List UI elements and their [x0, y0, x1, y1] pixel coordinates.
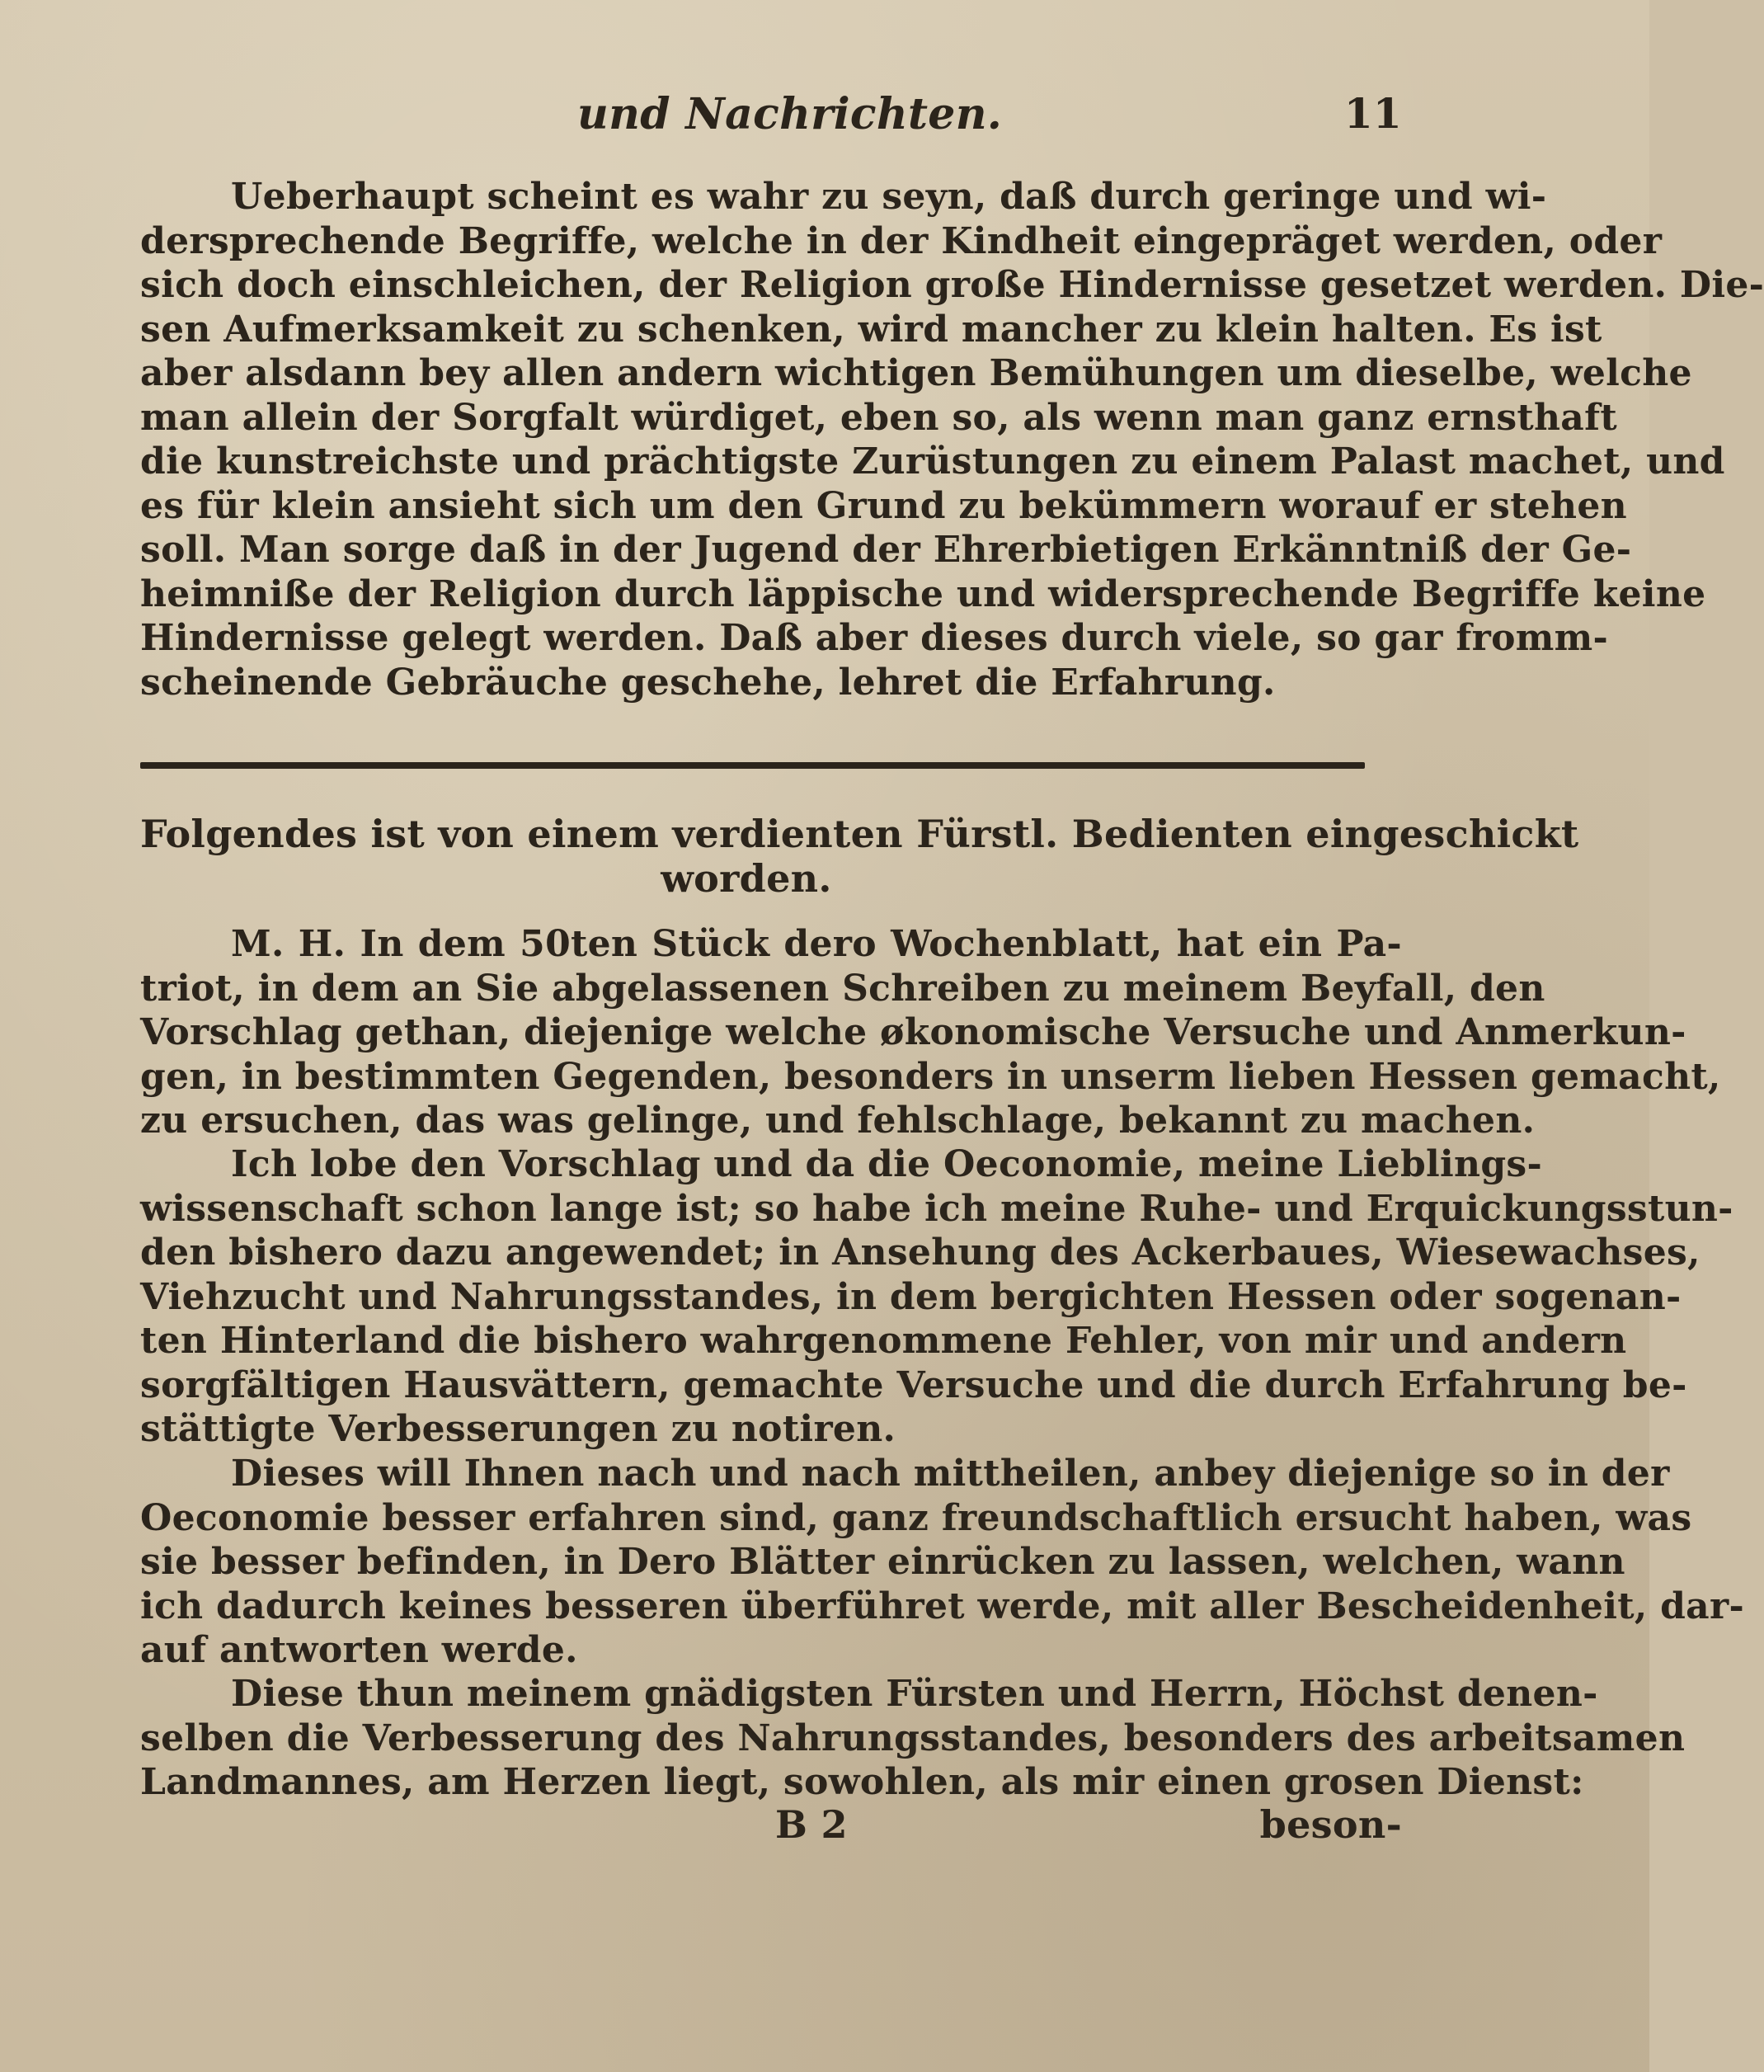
text-line: Vorschlag gethan, diejenige welche økonomische Versuche und Anmerkun- — [140, 1011, 1686, 1053]
text-line: Landmannes, am Herzen liegt, sowohlen, als mir einen grosen Dienst: — [140, 1761, 1584, 1803]
page-footer — [140, 1802, 1402, 1852]
text-line: Ueberhaupt scheint es wahr zu seyn, daß durch geringe und wi- — [231, 176, 1547, 218]
text-line: scheinende Gebräuche geschehe, lehret die Erfahrung. — [140, 661, 1276, 704]
text-line: auf antworten werde. — [140, 1629, 578, 1671]
catchword: beson- — [1259, 1802, 1402, 1847]
text-line: Oeconomie besser erfahren sind, ganz freundschaftlich ersucht haben, was — [140, 1496, 1692, 1539]
text-line: selben die Verbesserung des Nahrungsstandes, besonders des arbeitsamen — [140, 1716, 1686, 1759]
text-line: Ich lobe den Vorschlag und da die Oeconomie, meine Lieblings- — [231, 1143, 1543, 1185]
signature-mark: B 2 — [775, 1802, 848, 1847]
paragraph-5 — [140, 1672, 1686, 1805]
text-line: soll. Man sorge daß in der Jugend der Ehrerbietigen Erkänntniß der Ge- — [140, 529, 1632, 571]
text-line: sen Aufmerksamkeit zu schenken, wird mancher zu klein halten. Es ist — [140, 308, 1602, 351]
text-line: triot, in dem an Sie abgelassenen Schreiben zu meinem Beyfall, den — [140, 967, 1545, 1010]
text-line: Hindernisse gelegt werden. Daß aber dieses durch viele, so gar fromm- — [140, 617, 1609, 659]
text-line: ten Hinterland die bishero wahrgenommene Fehler, von mir und andern — [140, 1320, 1627, 1362]
heading-line: worden. — [661, 855, 832, 901]
text-line: gen, in bestimmten Gegenden, besonders in unserm lieben Hessen gemacht, — [140, 1055, 1721, 1098]
text-line: sorgfältigen Hausvättern, gemachte Versuche und die durch Erfahrung be- — [140, 1363, 1687, 1406]
running-header — [140, 89, 1402, 147]
text-line: dersprechende Begriffe, welche in der Kindheit eingepräget werden, oder — [140, 219, 1663, 262]
text-line: Viehzucht und Nahrungsstandes, in dem bergichten Hessen oder sogenan- — [140, 1275, 1682, 1318]
text-line: die kunstreichste und prächtigste Zurüstungen zu einem Palast machet, und — [140, 440, 1725, 483]
text-line: ich dadurch keines besseren überführet werde, mit aller Bescheidenheit, dar- — [140, 1585, 1745, 1627]
text-line: wissenschaft schon lange ist; so habe ich meine Ruhe- und Erquickungsstun- — [140, 1187, 1733, 1230]
text-line: M. H. In dem 50ten Stück dero Wochenblatt, hat ein Pa- — [231, 923, 1402, 965]
text-line: Dieses will Ihnen nach und nach mittheilen, anbey diejenige so in der — [231, 1453, 1670, 1495]
text-line: man allein der Sorgfalt würdiget, eben so, als wenn man ganz ernsthaft — [140, 396, 1617, 439]
text-line: zu ersuchen, das was gelinge, und fehlschlage, bekannt zu machen. — [140, 1100, 1536, 1142]
text-line: es für klein ansieht sich um den Grund zu bekümmern worauf er stehen — [140, 484, 1627, 527]
paragraph-1 — [140, 175, 1764, 704]
text-line: Diese thun meinem gnädigsten Fürsten und Herrn, Höchst denen- — [231, 1673, 1598, 1715]
paragraph-2 — [140, 922, 1721, 1143]
text-line: sich doch einschleichen, der Religion große Hindernisse gesetzet werden. Die- — [140, 264, 1764, 306]
text-line: heimniße der Religion durch läppische und widersprechende Begriffe keine — [140, 572, 1706, 615]
section-heading — [140, 812, 1579, 901]
running-title: und Nachrichten. — [577, 89, 1003, 139]
heading-line: Folgendes ist von einem verdienten Fürstl. Bedienten eingeschickt — [140, 812, 1579, 856]
section-divider — [140, 762, 1365, 769]
page-number: 11 — [1343, 89, 1402, 138]
text-line: stättigte Verbesserungen zu notiren. — [140, 1408, 896, 1450]
paragraph-3 — [140, 1142, 1733, 1452]
text-line: den bishero dazu angewendet; in Ansehung des Ackerbaues, Wiesewachses, — [140, 1231, 1700, 1274]
text-line: aber alsdann bey allen andern wichtigen Bemühungen um dieselbe, welche — [140, 352, 1692, 394]
text-line: sie besser befinden, in Dero Blätter einrücken zu lassen, welchen, wann — [140, 1541, 1625, 1583]
paragraph-4 — [140, 1452, 1745, 1673]
